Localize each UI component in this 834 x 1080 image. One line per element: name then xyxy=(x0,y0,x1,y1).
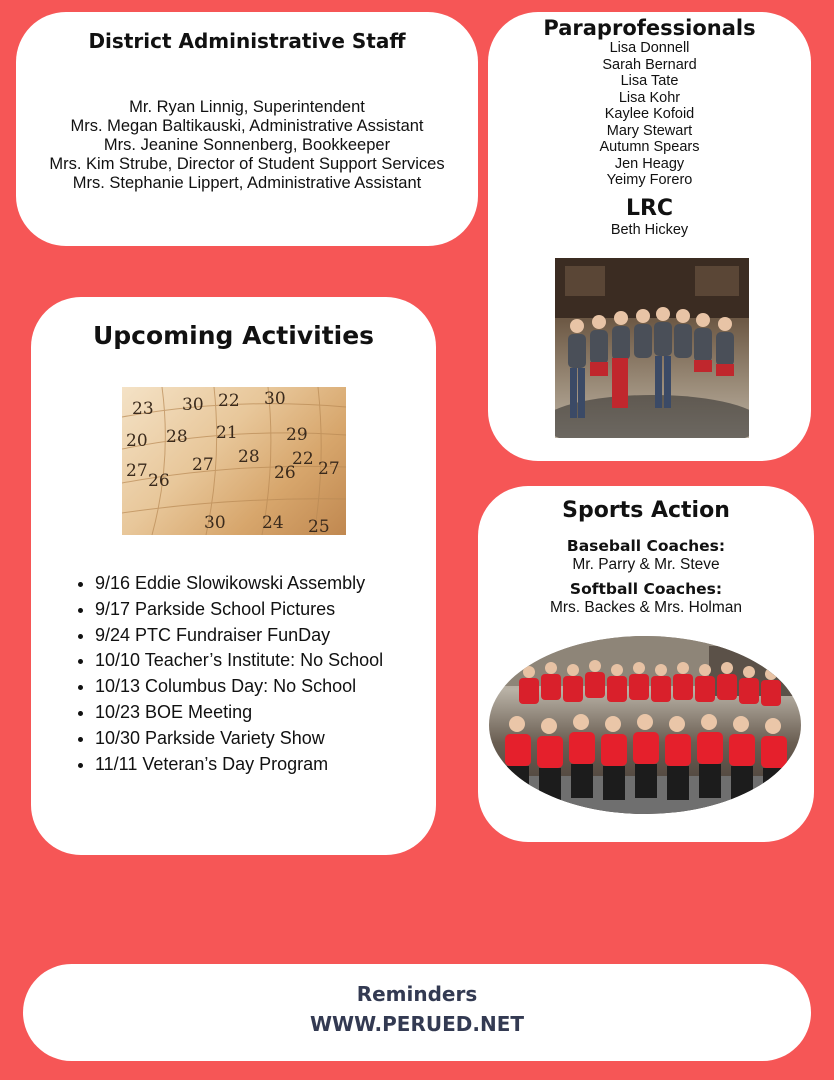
baseball-coaches-label: Baseball Coaches: xyxy=(566,537,726,555)
paraprofessionals-card xyxy=(488,12,811,461)
district-website-link[interactable]: WWW.PERUED.NET xyxy=(309,1012,524,1036)
activities-list xyxy=(53,571,425,777)
softball-team-photo xyxy=(489,636,801,814)
activity-item: • 10/10 Teacher’s Institute: No School xyxy=(95,648,425,674)
staff-member: Mrs. Stephanie Lippert, Administrative Assistant xyxy=(72,174,422,192)
sports-action-card xyxy=(478,486,814,842)
staff-member: Mr. Ryan Linnig, Superintendent xyxy=(129,98,365,116)
paraprofessional-name: Kaylee Kofoid xyxy=(604,106,695,122)
activity-item: • 10/13 Columbus Day: No School xyxy=(95,674,425,700)
paraprofessional-name: Lisa Donnell xyxy=(609,40,690,56)
activity-item: • 9/16 Eddie Slowikowski Assembly xyxy=(95,571,425,597)
lrc-title: LRC xyxy=(625,195,674,221)
reminders-title: Reminders xyxy=(356,982,478,1006)
paraprofessionals-title: Paraprofessionals xyxy=(543,16,756,40)
calendar-pages-image: 23 30 22 30 20 28 21 29 27 27 28 22 26 26 27 30 24 25 xyxy=(122,387,346,535)
district-staff-list xyxy=(16,98,478,193)
softball-coaches-names: Mrs. Backes & Mrs. Holman xyxy=(549,599,743,616)
paraprofessional-name: Lisa Kohr xyxy=(618,89,681,106)
lrc-name: Beth Hickey xyxy=(610,221,689,238)
baseball-coaches-names: Mr. Parry & Mr. Steve xyxy=(572,556,720,573)
paraprofessional-name: Yeimy Forero xyxy=(606,172,693,188)
activity-item: • 11/11 Veteran’s Day Program xyxy=(95,752,425,778)
staff-member: Mrs. Megan Baltikauski, Administrative Assistant xyxy=(70,117,424,135)
activity-item: • 9/24 PTC Fundraiser FunDay xyxy=(95,623,425,649)
softball-coaches-label: Softball Coaches: xyxy=(569,580,723,598)
sports-action-title: Sports Action xyxy=(562,498,730,523)
staff-member: Mrs. Jeanine Sonnenberg, Bookkeeper xyxy=(103,136,391,154)
paraprofessional-name: Autumn Spears xyxy=(599,139,700,155)
activity-item: • 9/17 Parkside School Pictures xyxy=(95,597,425,623)
district-staff-card xyxy=(16,12,478,246)
district-staff-title: District Administrative Staff xyxy=(88,29,406,53)
staff-group-photo xyxy=(555,258,749,438)
paraprofessional-name: Mary Stewart xyxy=(606,122,693,139)
activity-item: • 10/30 Parkside Variety Show xyxy=(95,726,425,752)
paraprofessionals-list xyxy=(488,40,811,189)
upcoming-activities-card xyxy=(31,297,436,855)
paraprofessional-name: Sarah Bernard xyxy=(602,56,697,73)
paraprofessional-name: Lisa Tate xyxy=(620,73,679,89)
staff-member: Mrs. Kim Strube, Director of Student Support Services xyxy=(49,155,445,173)
activity-item: • 10/23 BOE Meeting xyxy=(95,700,425,726)
reminders-card xyxy=(23,964,811,1061)
upcoming-activities-title: Upcoming Activities xyxy=(92,321,375,350)
paraprofessional-name: Jen Heagy xyxy=(614,155,685,172)
